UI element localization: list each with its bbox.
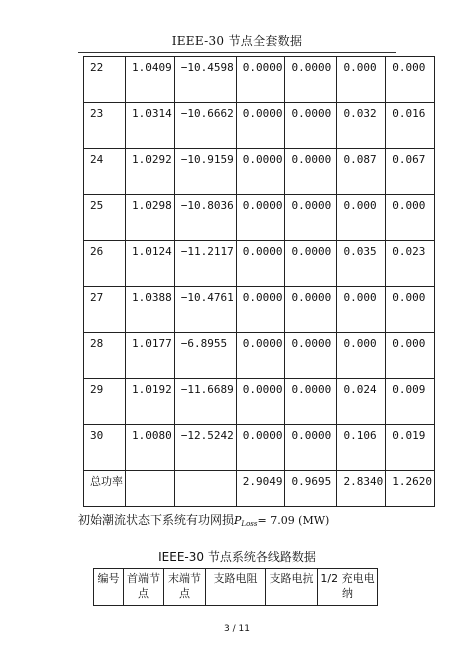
angle-cell: −12.5242 — [174, 425, 236, 471]
value-cell: 0.087 — [337, 149, 386, 195]
value-cell: 0.0000 — [236, 103, 285, 149]
loss-text: 初始潮流状态下系统有功网损 — [78, 513, 235, 527]
bus-number-cell: 24 — [84, 149, 126, 195]
value-cell: 0.0000 — [285, 425, 337, 471]
header-cell-susceptance: 1/2 充电电纳 — [318, 569, 378, 606]
value-cell: 0.0000 — [285, 241, 337, 287]
value-cell: 0.0000 — [285, 149, 337, 195]
loss-sentence — [78, 511, 329, 528]
bus-number-cell: 25 — [84, 195, 126, 241]
value-cell: 0.0000 — [285, 287, 337, 333]
value-cell: 0.035 — [337, 241, 386, 287]
value-cell: 0.0000 — [285, 333, 337, 379]
header-rule — [78, 52, 396, 53]
value-cell: 0.000 — [337, 287, 386, 333]
value-cell: 0.000 — [337, 333, 386, 379]
table-row — [84, 425, 435, 471]
value-cell: 0.0000 — [236, 149, 285, 195]
angle-cell: −10.6662 — [174, 103, 236, 149]
empty-cell — [174, 471, 236, 507]
value-cell: 0.023 — [386, 241, 435, 287]
header-cell-to: 末端节点 — [164, 569, 206, 606]
loss-symbol: P — [234, 514, 242, 527]
value-cell: 0.0000 — [285, 57, 337, 103]
header-cell-id: 编号 — [94, 569, 124, 606]
value-cell: 0.000 — [386, 287, 435, 333]
value-cell: 0.0000 — [285, 195, 337, 241]
voltage-cell: 1.0177 — [126, 333, 175, 379]
value-cell: 0.0000 — [236, 195, 285, 241]
total-value: 2.8340 — [337, 471, 386, 507]
loss-value: = 7.09 (MW) — [257, 514, 330, 527]
value-cell: 0.0000 — [236, 333, 285, 379]
voltage-cell: 1.0409 — [126, 57, 175, 103]
value-cell: 0.0000 — [236, 287, 285, 333]
voltage-cell: 1.0314 — [126, 103, 175, 149]
page-number: 3 / 11 — [224, 624, 250, 634]
table-row — [84, 241, 435, 287]
total-label: 总功率 — [84, 471, 126, 507]
table-row — [84, 149, 435, 195]
bus-number-cell: 28 — [84, 333, 126, 379]
bus-number-cell: 30 — [84, 425, 126, 471]
value-cell: 0.067 — [386, 149, 435, 195]
total-value: 1.2620 — [386, 471, 435, 507]
loss-subscript: Loss — [241, 520, 258, 528]
value-cell: 0.000 — [386, 195, 435, 241]
voltage-cell: 1.0124 — [126, 241, 175, 287]
value-cell: 0.016 — [386, 103, 435, 149]
header-cell-from: 首端节点 — [124, 569, 164, 606]
bus-number-cell: 27 — [84, 287, 126, 333]
table-row — [84, 333, 435, 379]
table-row — [84, 287, 435, 333]
document-header: IEEE-30 节点全套数据 — [171, 34, 303, 48]
bus-number-cell: 22 — [84, 57, 126, 103]
value-cell: 0.0000 — [285, 103, 337, 149]
value-cell: 0.009 — [386, 379, 435, 425]
value-cell: 0.000 — [386, 57, 435, 103]
value-cell: 0.032 — [337, 103, 386, 149]
voltage-cell: 1.0192 — [126, 379, 175, 425]
total-row — [84, 471, 435, 507]
angle-cell: −11.2117 — [174, 241, 236, 287]
bus-number-cell: 23 — [84, 103, 126, 149]
total-value: 0.9695 — [285, 471, 337, 507]
angle-cell: −10.8036 — [174, 195, 236, 241]
value-cell: 0.0000 — [236, 241, 285, 287]
value-cell: 0.0000 — [236, 57, 285, 103]
angle-cell: −10.4761 — [174, 287, 236, 333]
voltage-cell: 1.0388 — [126, 287, 175, 333]
angle-cell: −11.6689 — [174, 379, 236, 425]
voltage-cell: 1.0292 — [126, 149, 175, 195]
header-cell-reactance: 支路电抗 — [266, 569, 318, 606]
angle-cell: −10.9159 — [174, 149, 236, 195]
total-value: 2.9049 — [236, 471, 285, 507]
value-cell: 0.000 — [386, 333, 435, 379]
angle-cell: −10.4598 — [174, 57, 236, 103]
voltage-cell: 1.0080 — [126, 425, 175, 471]
table-row — [84, 103, 435, 149]
angle-cell: −6.8955 — [174, 333, 236, 379]
value-cell: 0.000 — [337, 57, 386, 103]
value-cell: 0.024 — [337, 379, 386, 425]
value-cell: 0.019 — [386, 425, 435, 471]
bus-number-cell: 29 — [84, 379, 126, 425]
bus-table-body — [84, 57, 435, 471]
bus-data-table — [83, 56, 435, 507]
line-header-row — [94, 569, 378, 606]
bus-number-cell: 26 — [84, 241, 126, 287]
value-cell: 0.0000 — [236, 425, 285, 471]
empty-cell — [126, 471, 175, 507]
header-cell-resistance: 支路电阻 — [206, 569, 266, 606]
line-table-title: IEEE-30 节点系统各线路数据 — [158, 550, 316, 564]
value-cell: 0.000 — [337, 195, 386, 241]
voltage-cell: 1.0298 — [126, 195, 175, 241]
line-data-table — [93, 568, 378, 606]
value-cell: 0.106 — [337, 425, 386, 471]
table-row — [84, 379, 435, 425]
value-cell: 0.0000 — [236, 379, 285, 425]
table-row — [84, 57, 435, 103]
value-cell: 0.0000 — [285, 379, 337, 425]
table-row — [84, 195, 435, 241]
